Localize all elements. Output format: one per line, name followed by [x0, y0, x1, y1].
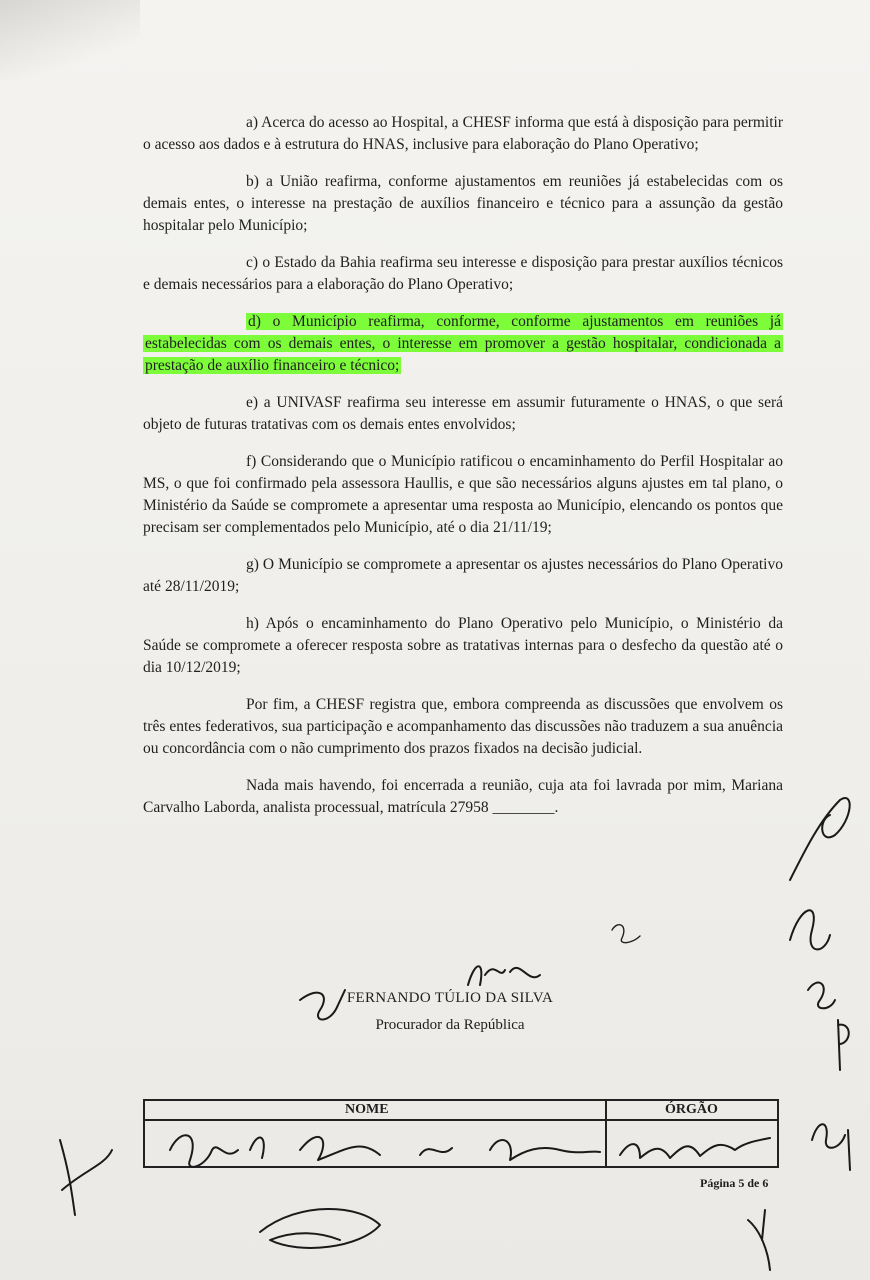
margin-signature-4-icon [838, 1020, 849, 1070]
paragraph-c: c) o Estado da Bahia reafirma seu interesse e disposição para prestar auxílios técnicos e demais necessários para a elaboração do Plano Operativo; [143, 254, 783, 293]
paragraph-d-highlighted [143, 311, 783, 377]
bottom-signature-icon [260, 1209, 380, 1248]
paragraph-h: h) Após o encaminhamento do Plano Operativo pelo Município, o Ministério da Saúde se compromete a oferecer resposta sobre as tratativas internas para o desfecho da questão até o dia 10/12/2019; [143, 615, 783, 676]
page-corner-shadow [0, 0, 140, 80]
paragraph-a: a) Acerca do acesso ao Hospital, a CHESF informa que está à disposição para permitir o acesso aos dados e à estrutura do HNAS, inclusive para elaboração do Plano Operativo; [143, 114, 783, 153]
paragraph-e: e) a UNIVASF reafirma seu interesse em assumir futuramente o HNAS, o que será objeto de futuras tratativas com os demais entes envolvidos; [143, 394, 783, 433]
signatory-block [300, 990, 600, 1034]
margin-signature-3-icon [808, 983, 835, 1009]
paragraph-g: g) O Município se compromete a apresentar os ajustes necessários do Plano Operativo até 28/11/2019; [143, 556, 783, 595]
table-column-divider [605, 1101, 607, 1166]
paragraph-closure: Nada mais havendo, foi encerrada a reunião, cuja ata foi lavrada por mim, Mariana Carvalho Laborda, analista processual, matrícula 27958 ________. [143, 777, 783, 816]
left-margin-signature-icon [60, 1140, 112, 1215]
highlight-mark: d) o Município reafirma, conforme, conforme ajustamentos em reuniões já estabelecidas com os demais entes, o interesse em promover a gestão hospitalar, condicionada a prestação de auxílio financeiro e técnico; [145, 313, 781, 374]
paragraph-b: b) a União reafirma, conforme ajustamentos em reuniões já estabelecidas com os demais entes, o interesse na prestação de auxílios financeiro e técnico para a assunção da gestão hospitalar pelo Município; [143, 173, 783, 234]
margin-signature-5-icon [812, 1124, 850, 1170]
attendance-table [143, 1099, 779, 1168]
paragraph-f: f) Considerando que o Município ratificou o encaminhamento do Perfil Hospitalar ao MS, o que foi confirmado pela assessora Haullis, e que são necessários alguns ajustes em tal plano, o Ministério da Saúde se compromete a apresentar uma resposta ao Município, elencando os pontos que precisam ser complementados pelo Município, até o dia 21/11/19; [143, 453, 783, 536]
signatory-role: Procurador da República [375, 1017, 525, 1033]
column-header-org: ÓRGÃO [665, 1102, 718, 1117]
page-number: Página 5 de 6 [700, 1176, 769, 1190]
initials-mark-icon [612, 925, 640, 943]
minutes-body [143, 112, 783, 834]
column-header-name: NOME [345, 1102, 389, 1117]
paragraph-closing-remark: Por fim, a CHESF registra que, embora compreenda as discussões que envolvem os três entes federativos, sua participação e acompanhamento das discussões não traduzem a sua anuência ou concordância com o não cumprimento dos prazos fixados na decisão judicial. [143, 696, 783, 757]
margin-signature-1-icon [790, 798, 850, 880]
signatory-name: FERNANDO TÚLIO DA SILVA [346, 990, 554, 1006]
bottom-right-mark-icon [748, 1210, 770, 1270]
margin-signature-2-icon [790, 910, 830, 949]
